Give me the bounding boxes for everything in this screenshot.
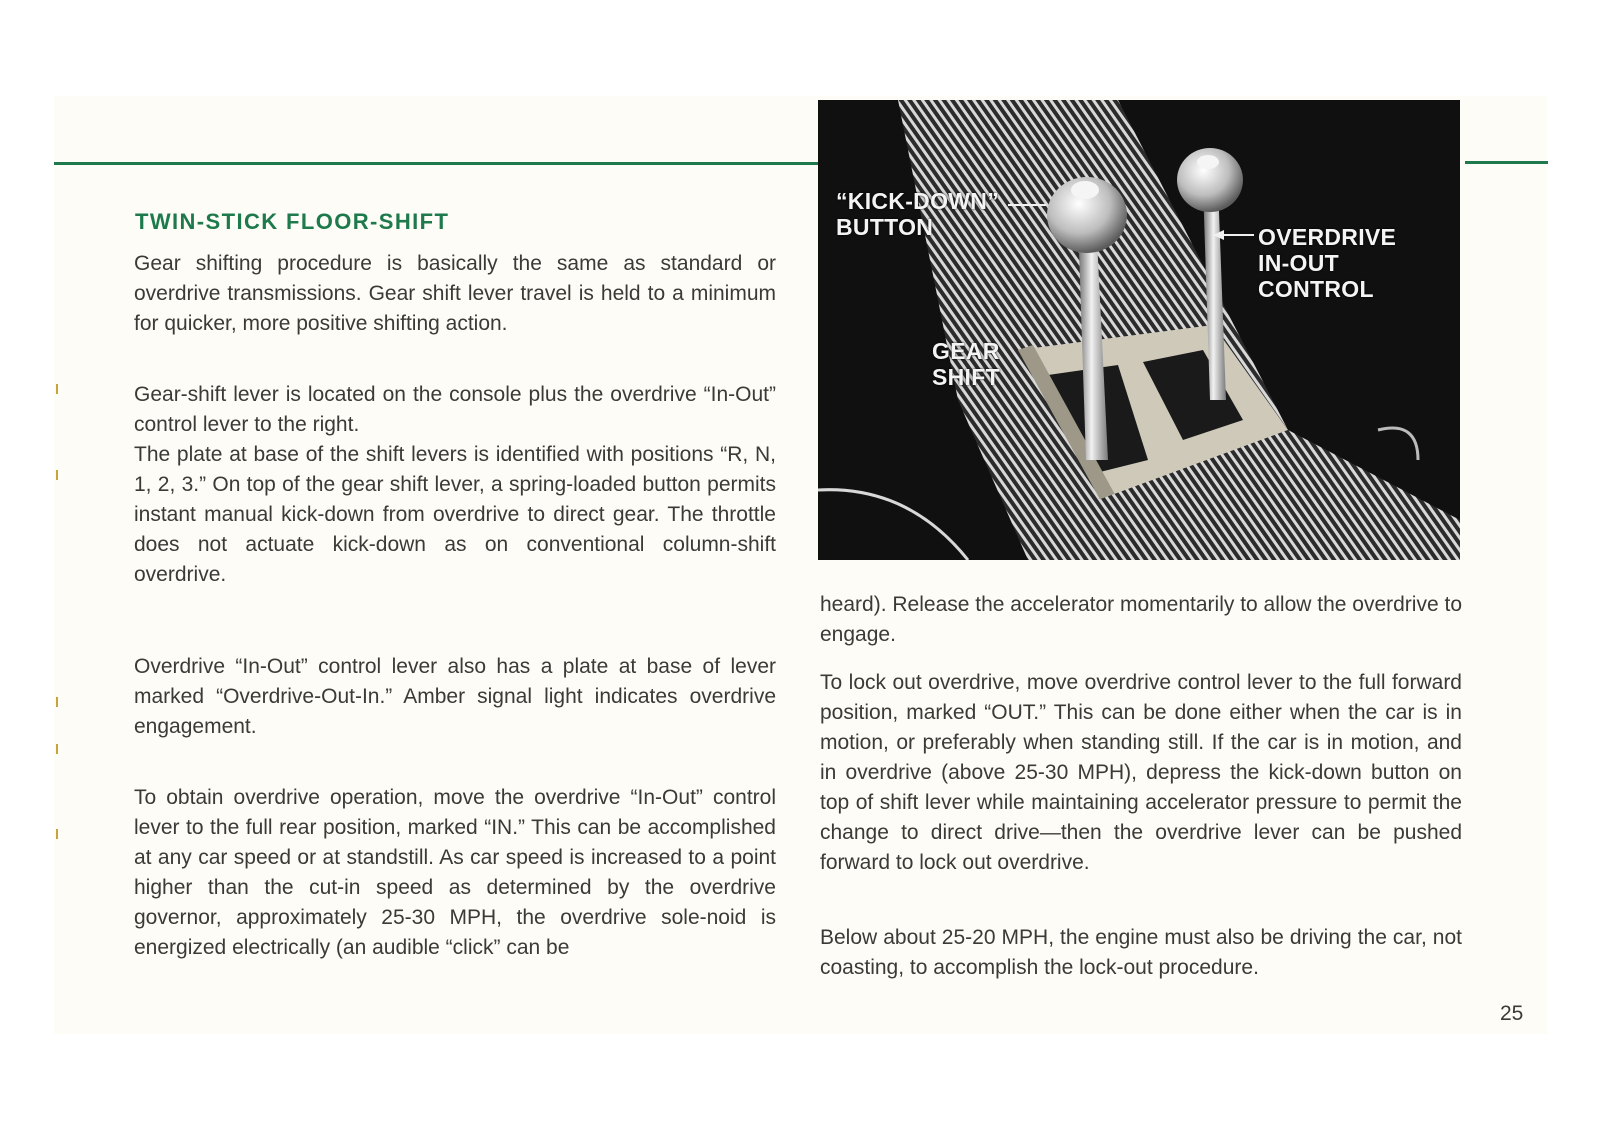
paragraph-text: Gear-shift lever is located on the console plus the overdrive “In-Out” control lever to the right.: [134, 383, 776, 436]
right-paragraph-2: [820, 668, 1462, 878]
gear-shift-callout: [932, 338, 1000, 390]
header-rule-right: [1465, 161, 1548, 164]
callout-line: SHIFT: [932, 364, 1000, 390]
callout-line: OVERDRIVE: [1258, 224, 1397, 250]
paragraph-text: To lock out overdrive, move overdrive control lever to the full forward position, marked “OUT.” This can be done either when the car is in motion, or preferably when standing still. If the car is in motion, and in overdrive (above 25-30 MPH), depress the kick-down button on top of shift lever while maintaining accelerator pressure to permit the change to direct drive—then the overdrive lever can be pushed forward to lock out overdrive.: [820, 671, 1462, 874]
margin-mark: [56, 697, 58, 707]
console-photo: [818, 100, 1460, 560]
callout-line: BUTTON: [836, 214, 934, 240]
right-paragraph-3: [820, 923, 1462, 983]
kickdown-button-callout: [836, 188, 999, 240]
console-illustration: [818, 100, 1460, 560]
overdrive-control-callout: [1258, 224, 1396, 302]
right-paragraph-1: [820, 590, 1462, 650]
paragraph-text: Below about 25-20 MPH, the engine must also be driving the car, not coasting, to accomplish the lock-out procedure.: [820, 926, 1462, 979]
margin-mark: [56, 829, 58, 839]
margin-mark: [56, 470, 58, 480]
page-number: 25: [1500, 1002, 1524, 1025]
paragraph-text: Gear shifting procedure is basically the same as standard or overdrive transmissions. Gear shift lever travel is held to a minimum for quicker, more positive shifting action.: [134, 252, 776, 335]
paragraph-text: The plate at base of the shift levers is identified with positions “R, N, 1, 2, 3.” On top of the gear shift lever, a spring-loaded button permits instant manual kick-down from overdrive to direct gear. The throttle does not actuate kick-down as on conventional column-shift overdrive.: [134, 443, 776, 586]
callout-line: CONTROL: [1258, 276, 1374, 302]
left-paragraph-4: [134, 783, 776, 963]
paragraph-text: heard). Release the accelerator momentarily to allow the overdrive to engage.: [820, 593, 1462, 646]
callout-line: GEAR: [932, 338, 1000, 364]
header-rule-left: [54, 162, 820, 165]
paragraph-text: To obtain overdrive operation, move the overdrive “In-Out” control lever to the full rear position, marked “IN.” This can be accomplished at any car speed or at standstill. As car speed is increased to a point higher than the cut-in speed as determined by the overdrive governor, approximately 25-30 MPH, the overdrive sole-noid is energized electrically (an audible “click” can be: [134, 786, 776, 959]
margin-mark: [56, 384, 58, 394]
left-paragraph-1: [134, 249, 776, 339]
left-paragraph-2: [134, 380, 776, 590]
section-heading: TWIN-STICK FLOOR-SHIFT: [135, 209, 450, 234]
callout-line: IN-OUT: [1258, 250, 1340, 276]
margin-mark: [56, 744, 58, 754]
left-paragraph-3: [134, 652, 776, 742]
paragraph-text: Overdrive “In-Out” control lever also has a plate at base of lever marked “Overdrive-Out-In.” Amber signal light indicates overdrive engagement.: [134, 655, 776, 738]
callout-line: “KICK-DOWN”: [836, 188, 999, 214]
